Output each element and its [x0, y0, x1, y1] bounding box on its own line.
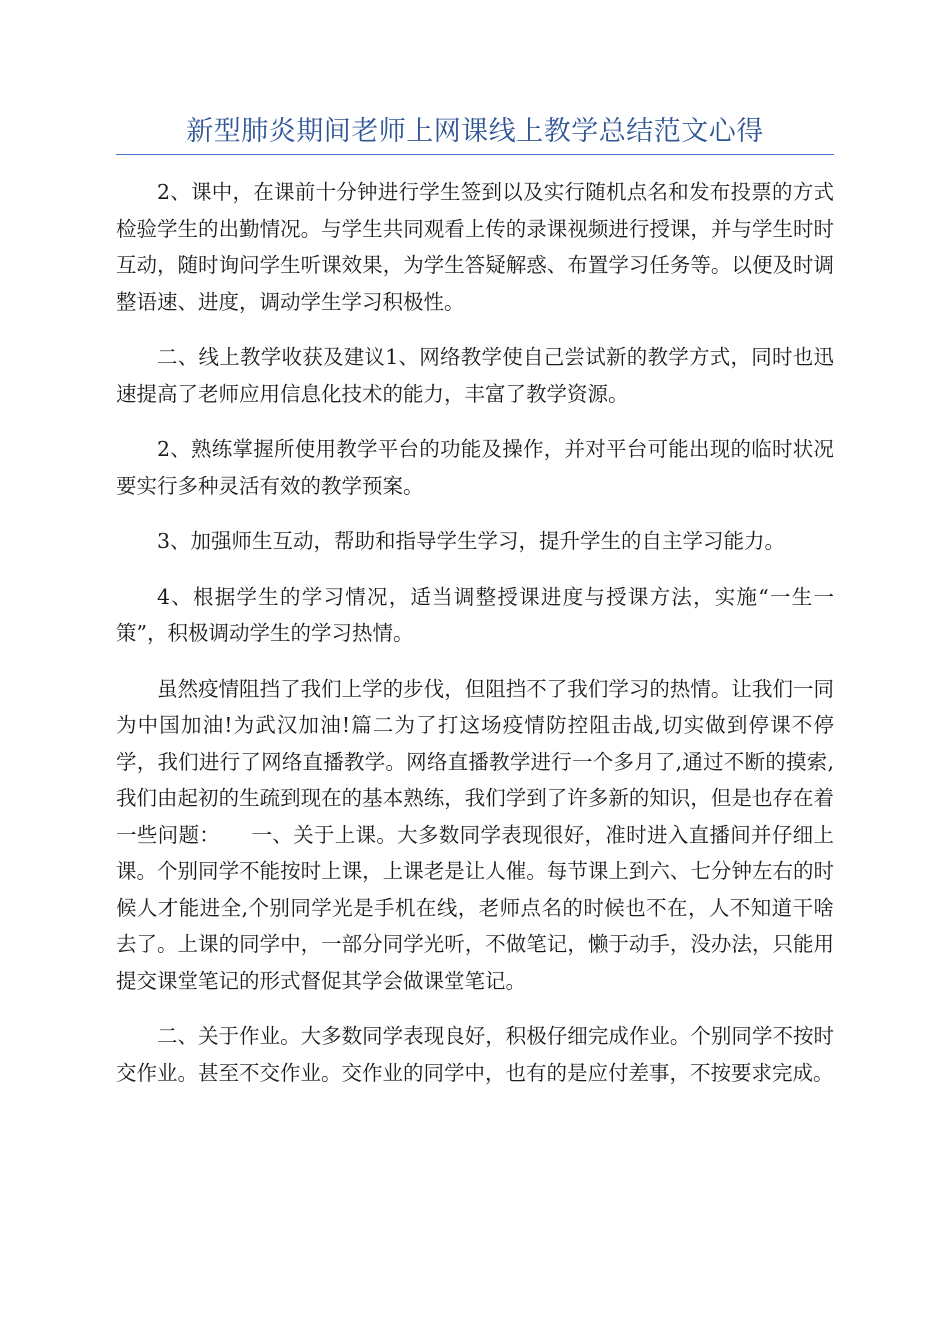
paragraph-attendance: 2、课中，在课前十分钟进行学生签到以及实行随机点名和发布投票的方式检验学生的出勤情况。与学生共同观看上传的录课视频进行授课，并与学生时时互动，随时询问学生听课效果，为学生答疑解惑、布置学习任务等。以便及时调整语速、进度，调动学生学习积极性。	[116, 180, 834, 314]
paragraph-gains-2: 2、熟练掌握所使用教学平台的功能及操作，并对平台可能出现的临时状况要实行多种灵活有效的教学预案。	[116, 437, 834, 498]
title-underline	[116, 154, 834, 155]
paragraph-gains-3: 3、加强师生互动，帮助和指导学生学习，提升学生的自主学习能力。	[157, 529, 786, 553]
document-body	[116, 174, 834, 1110]
paragraph-gains-4: 4、根据学生的学习情况，适当调整授课进度与授课方法，实施“一生一策”，积极调动学生的学习热情。	[116, 584, 834, 645]
paragraph-gains-1: 二、线上教学收获及建议1、网络教学使自己尝试新的教学方式，同时也迅速提高了老师应用信息化技术的能力，丰富了教学资源。	[116, 345, 834, 406]
document-title: 新型肺炎期间老师上网课线上教学总结范文心得	[186, 116, 764, 147]
paragraph-homework: 二、关于作业。大多数同学表现良好，积极仔细完成作业。个别同学不按时交作业。甚至不交作业。交作业的同学中，也有的是应付差事，不按要求完成。	[116, 1024, 834, 1085]
paragraph-live-teaching: 虽然疫情阻挡了我们上学的步伐，但阻挡不了我们学习的热情。让我们一同为中国加油!为武汉加油!篇二为了打这场疫情防控阻击战,切实做到停课不停学，我们进行了网络直播教学。网络直播教学进行一个多月了,通过不断的摸索,我们由起初的生疏到现在的基本熟练，我们学到了许多新的知识，但是也存在着一些问题： 一、关于上课。大多数同学表现很好，准时进入直播间并仔细上课。个别同学不能按时上课，上课老是让人催。每节课上到六、七分钟左右的时候人才能进全,个别同学光是手机在线，老师点名的时候也不在，人不知道干啥去了。上课的同学中，一部分同学光听，不做笔记，懒于动手，没办法，只能用提交课堂笔记的形式督促其学会做课堂笔记。	[116, 676, 834, 993]
